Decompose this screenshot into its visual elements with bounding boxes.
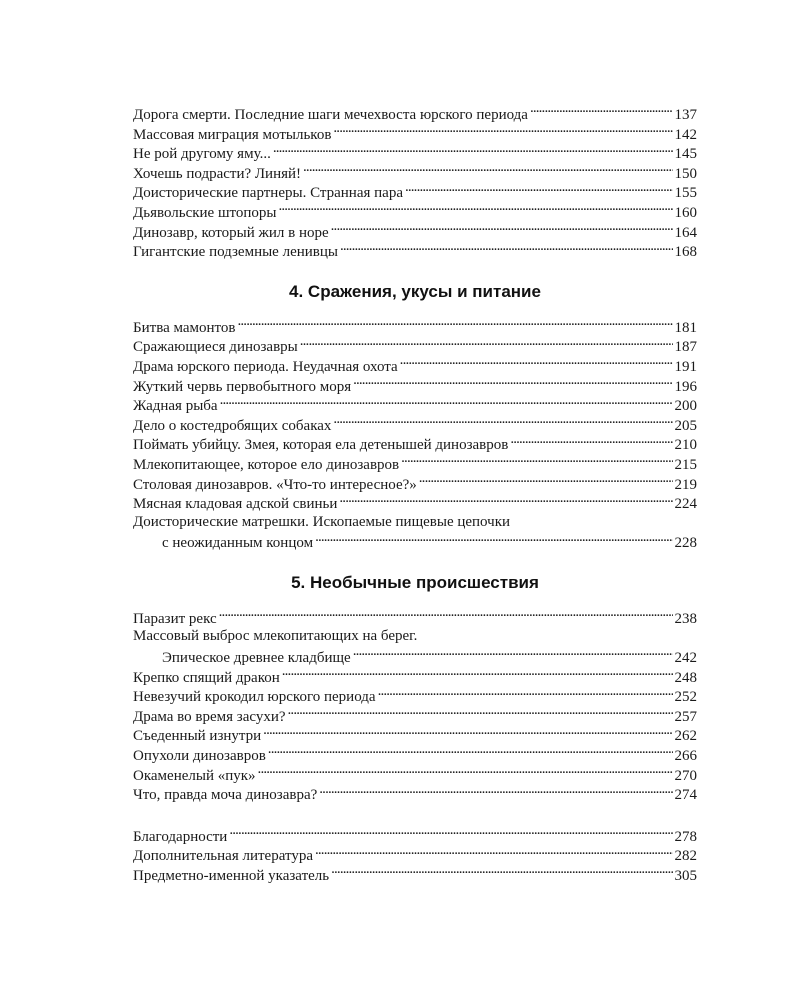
toc-entry-page: 242 [674,650,697,667]
toc-entry[interactable] [133,395,697,415]
dot-leader [339,493,672,508]
toc-entry-page: 270 [674,767,697,784]
toc-entry-title: Динозавр, который жил в норе [133,224,329,241]
toc-entry[interactable] [133,356,697,376]
dot-leader [282,667,673,682]
toc-entry-page: 164 [674,224,697,241]
toc-entry[interactable] [133,104,697,124]
toc-entry-title: Битва мамонтов [133,319,236,336]
toc-entry-page: 274 [674,787,697,804]
toc-entry-page: 228 [674,535,697,552]
toc-entry-page: 219 [674,476,697,493]
toc-entry-title: Эпическое древнее кладбище [162,650,351,667]
toc-entry-title: Гигантские подземные ленивцы [133,244,338,261]
toc-entry-page: 262 [674,728,697,745]
toc-entry[interactable] [133,608,697,628]
dot-leader [219,608,673,623]
section-heading-4: 4. Сражения, укусы и питание [289,281,541,301]
dot-leader [303,163,672,178]
toc-entry-line1[interactable] [133,513,697,533]
toc-entry-page: 168 [674,244,697,261]
dot-leader [353,376,672,391]
toc-entry-page: 224 [674,496,697,513]
dot-leader [273,143,673,158]
toc-entry-title: Не рой другому яму... [133,146,271,163]
toc-entry-page: 155 [674,185,697,202]
toc-entry-title: Дорога смерти. Последние шаги мечехвоста юрского периода [133,107,528,123]
toc-entry-title: Поймать убийцу. Змея, которая ела детенышей динозавров [133,437,509,454]
dot-leader [220,395,673,410]
toc-entry-page: 196 [674,378,697,395]
toc-entry[interactable] [133,143,697,163]
dot-leader [315,532,672,547]
toc-entry-title: Мясная кладовая адской свиньи [133,496,338,513]
toc-entry-title: Крепко спящий дракон [133,669,280,686]
toc-entry[interactable] [133,493,697,513]
toc-entry-title: Млекопитающее, которое ело динозавров [133,456,400,473]
toc-entry-page: 210 [674,437,697,454]
toc-entry-page: 278 [674,828,697,845]
dot-leader [319,784,672,799]
dot-leader [263,725,672,740]
toc-entry-title: Жуткий червь первобытного моря [133,378,352,395]
toc-entry-title: Драма юрского периода. Неудачная охота [133,358,398,375]
dot-leader [340,241,673,256]
dot-leader [405,182,673,197]
toc-entry-title: Благодарности [133,828,228,845]
toc-entry-page: 266 [674,748,697,765]
dot-leader [419,474,673,489]
toc-entry[interactable] [133,241,697,261]
toc-entry-title: Дьявольские штопоры [133,204,277,221]
toc-entry[interactable] [133,124,697,144]
toc-entry-title: Съеденный изнутри [133,728,262,745]
toc-entry-page: 187 [674,339,697,356]
dot-leader [400,356,673,371]
toc-entry[interactable] [133,434,697,454]
toc-entry-title: Что, правда моча динозавра? [133,787,318,804]
toc-entry[interactable] [133,222,697,242]
toc-entry-page: 137 [674,107,697,123]
dot-leader [278,202,672,217]
toc-entry-page: 142 [674,126,697,143]
dot-leader [333,415,672,430]
toc-entry-title: Сражающиеся динозавры [133,339,298,356]
toc-entry-page: 252 [674,689,697,706]
dot-leader [510,434,672,449]
dot-leader [378,686,673,701]
toc-entry-title: Паразит рекс [133,610,217,627]
toc-entry-page: 282 [674,848,697,865]
toc-entry[interactable] [133,725,697,745]
toc-entry[interactable] [133,784,697,804]
toc-entry[interactable] [133,826,697,846]
toc-entry-page: 150 [674,165,697,182]
toc-entry-title: Драма во время засухи? [133,708,286,725]
backmatter-list [133,826,697,885]
toc-entry[interactable] [133,845,697,865]
dot-leader [401,454,672,469]
dot-leader [288,706,673,721]
toc-entry-title: Дело о костедробящих собаках [133,417,332,434]
toc-entry-page: 248 [674,669,697,686]
toc-entry-title: Дополнительная литература [133,848,313,865]
table-of-contents [133,104,697,885]
toc-entry-title: Массовая миграция мотыльков [133,126,332,143]
toc-entry-title: Столовая динозавров. «Что-то интересное?» [133,476,417,493]
section-3-list [133,104,697,261]
toc-entry-line1[interactable] [133,627,697,647]
toc-entry[interactable] [133,415,697,435]
toc-entry-page: 238 [674,610,697,627]
dot-leader [238,317,673,332]
dot-leader [229,826,672,841]
toc-entry-page: 305 [674,868,697,884]
dot-leader [315,845,673,860]
section-5-list [133,608,697,804]
toc-entry-title: Предметно-именной указатель [133,868,330,884]
section-spacer [133,804,697,826]
toc-entry-title: Хочешь подрасти? Линяй! [133,165,302,182]
dot-leader [353,647,673,662]
section-4-list [133,317,697,552]
section-heading-5: 5. Необычные происшествия [291,572,539,592]
toc-entry-title: Жадная рыба [133,398,218,415]
dot-leader [331,865,672,880]
toc-entry[interactable] [133,454,697,474]
toc-entry-title: Массовый выброс млекопитающих на берег. [133,628,418,645]
toc-entry-page: 181 [674,319,697,336]
toc-entry[interactable] [133,336,697,356]
toc-entry-page: 145 [674,146,697,163]
toc-entry-page: 205 [674,417,697,434]
toc-entry-title: Невезучий крокодил юрского периода [133,689,376,706]
toc-entry[interactable] [133,765,697,785]
toc-entry[interactable] [133,706,697,726]
toc-entry[interactable] [133,202,697,222]
toc-entry-page: 160 [674,204,697,221]
toc-entry-title: Доисторические матрешки. Ископаемые пищевые цепочки [133,513,511,530]
dot-leader [258,765,673,780]
toc-entry-page: 215 [674,456,697,473]
toc-entry-title: Опухоли динозавров [133,748,266,765]
dot-leader [300,336,673,351]
toc-entry[interactable] [133,865,697,885]
toc-entry[interactable] [133,745,697,765]
toc-entry[interactable] [133,667,697,687]
toc-entry-title: Доисторические партнеры. Странная пара [133,185,403,202]
dot-leader [530,104,673,119]
dot-leader [268,745,673,760]
toc-entry[interactable] [133,474,697,494]
toc-entry[interactable] [133,376,697,396]
toc-entry[interactable] [133,182,697,202]
toc-entry[interactable] [133,163,697,183]
dot-leader [331,222,673,237]
toc-entry-title: Окаменелый «пук» [133,767,256,784]
dot-leader [333,124,672,139]
toc-entry[interactable] [133,317,697,337]
toc-entry[interactable] [133,686,697,706]
toc-entry-line2[interactable] [133,647,697,667]
toc-entry-page: 191 [674,358,697,375]
toc-entry-page: 257 [674,708,697,725]
toc-entry-page: 200 [674,398,697,415]
toc-entry-title: с неожиданным концом [162,535,314,552]
toc-entry-line2[interactable] [133,532,697,552]
